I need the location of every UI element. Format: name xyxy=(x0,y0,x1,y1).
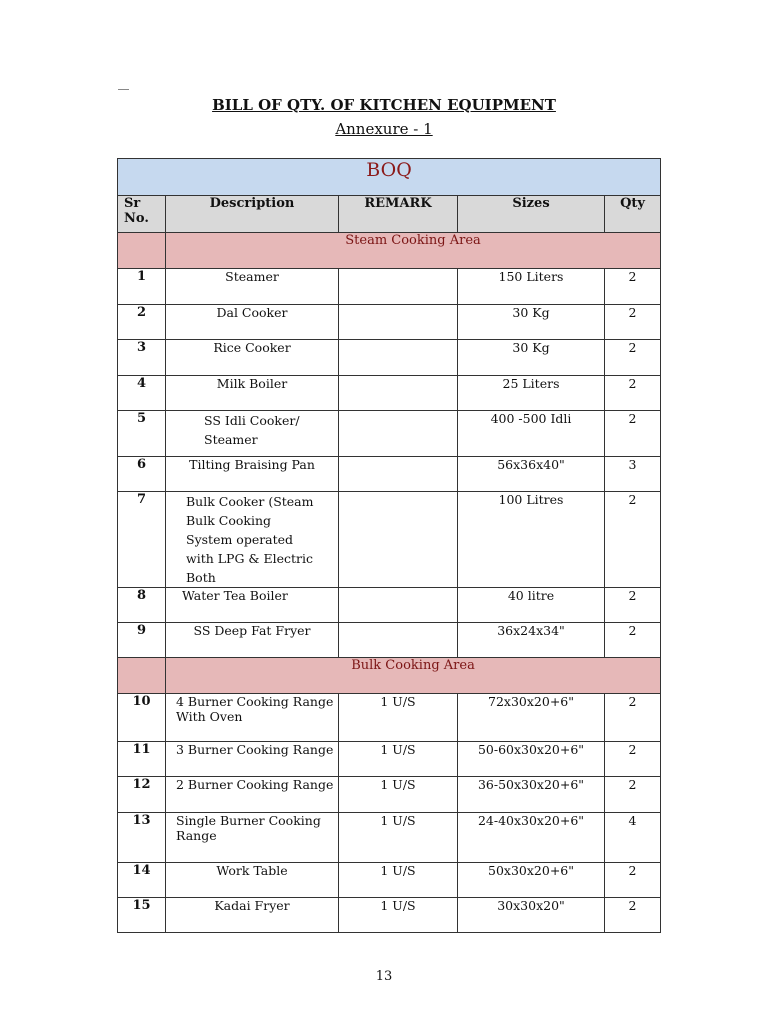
sr-cell: 12 xyxy=(118,777,166,813)
page-number: 13 xyxy=(375,969,393,984)
column-header-remark: REMARK xyxy=(339,196,458,233)
sr-cell: 14 xyxy=(118,863,166,898)
remark-cell xyxy=(339,492,458,588)
qty-cell: 2 xyxy=(605,588,661,623)
size-cell: 100 Litres xyxy=(458,492,605,588)
size-cell: 30 Kg xyxy=(458,340,605,376)
description-cell: SS Deep Fat Fryer xyxy=(166,623,339,658)
size-cell: 40 litre xyxy=(458,588,605,623)
size-cell: 25 Liters xyxy=(458,376,605,411)
size-cell: 30x30x20" xyxy=(458,898,605,933)
size-cell: 36-50x30x20+6" xyxy=(458,777,605,813)
table-row xyxy=(118,777,661,813)
table-row xyxy=(118,623,661,658)
remark-cell xyxy=(339,411,458,457)
sr-cell: 11 xyxy=(118,742,166,777)
size-cell: 36x24x34" xyxy=(458,623,605,658)
qty-cell: 4 xyxy=(605,813,661,863)
table-row xyxy=(118,457,661,492)
remark-cell: 1 U/S xyxy=(339,813,458,863)
qty-cell: 2 xyxy=(605,742,661,777)
section-row xyxy=(118,233,661,269)
remark-cell: 1 U/S xyxy=(339,694,458,742)
sr-cell: 8 xyxy=(118,588,166,623)
sr-cell: 10 xyxy=(118,694,166,742)
document-title: BILL OF QTY. OF KITCHEN EQUIPMENT xyxy=(212,96,556,114)
description-cell: Water Tea Boiler xyxy=(166,588,339,623)
size-cell: 50x30x20+6" xyxy=(458,863,605,898)
size-cell: 50-60x30x20+6" xyxy=(458,742,605,777)
remark-cell xyxy=(339,305,458,340)
sr-cell: 7 xyxy=(118,492,166,588)
qty-cell: 2 xyxy=(605,411,661,457)
remark-cell: 1 U/S xyxy=(339,742,458,777)
qty-cell: 2 xyxy=(605,492,661,588)
table-row xyxy=(118,411,661,457)
column-header-sr: Sr No. xyxy=(118,196,166,233)
qty-cell: 2 xyxy=(605,269,661,305)
size-cell: 56x36x40" xyxy=(458,457,605,492)
remark-cell xyxy=(339,588,458,623)
boq-table-body xyxy=(118,159,661,933)
sr-cell: 4 xyxy=(118,376,166,411)
description-cell: 3 Burner Cooking Range xyxy=(166,742,339,777)
header-mark xyxy=(118,89,129,90)
description-cell: Dal Cooker xyxy=(166,305,339,340)
section-blank-cell xyxy=(118,233,166,269)
sr-cell: 6 xyxy=(118,457,166,492)
size-cell: 30 Kg xyxy=(458,305,605,340)
description-text: SS Idli Cooker/ Steamer xyxy=(204,413,300,447)
sr-cell: 15 xyxy=(118,898,166,933)
description-cell: 2 Burner Cooking Range xyxy=(166,777,339,813)
boq-heading-row xyxy=(118,159,661,196)
remark-cell xyxy=(339,623,458,658)
column-header-sizes: Sizes xyxy=(458,196,605,233)
description-cell: Steamer xyxy=(166,269,339,305)
size-cell: 150 Liters xyxy=(458,269,605,305)
sr-cell: 9 xyxy=(118,623,166,658)
description-cell: Rice Cooker xyxy=(166,340,339,376)
column-header-description: Description xyxy=(166,196,339,233)
table-row xyxy=(118,305,661,340)
table-row xyxy=(118,863,661,898)
remark-cell xyxy=(339,457,458,492)
boq-table xyxy=(117,158,661,933)
description-cell: Kadai Fryer xyxy=(166,898,339,933)
column-header-qty: Qty xyxy=(605,196,661,233)
size-cell: 72x30x20+6" xyxy=(458,694,605,742)
remark-cell xyxy=(339,340,458,376)
remark-cell xyxy=(339,269,458,305)
remark-cell: 1 U/S xyxy=(339,898,458,933)
remark-cell: 1 U/S xyxy=(339,777,458,813)
column-header-row xyxy=(118,196,661,233)
section-label: Bulk Cooking Area xyxy=(166,658,661,694)
table-row xyxy=(118,898,661,933)
description-cell: Single Burner Cooking Range xyxy=(166,813,339,863)
description-cell: Work Table xyxy=(166,863,339,898)
document-subtitle: Annexure - 1 xyxy=(335,120,433,138)
description-cell xyxy=(166,411,339,457)
table-row xyxy=(118,742,661,777)
sr-cell: 1 xyxy=(118,269,166,305)
table-row xyxy=(118,588,661,623)
table-row xyxy=(118,813,661,863)
qty-cell: 2 xyxy=(605,376,661,411)
section-blank-cell xyxy=(118,658,166,694)
table-row xyxy=(118,340,661,376)
qty-cell: 2 xyxy=(605,898,661,933)
description-cell: Tilting Braising Pan xyxy=(166,457,339,492)
section-label: Steam Cooking Area xyxy=(166,233,661,269)
qty-cell: 3 xyxy=(605,457,661,492)
qty-cell: 2 xyxy=(605,623,661,658)
remark-cell: 1 U/S xyxy=(339,863,458,898)
size-cell: 400 -500 Idli xyxy=(458,411,605,457)
sr-cell: 5 xyxy=(118,411,166,457)
qty-cell: 2 xyxy=(605,863,661,898)
description-cell: Milk Boiler xyxy=(166,376,339,411)
boq-heading: BOQ xyxy=(118,159,661,196)
description-text: Bulk Cooker (Steam Bulk Cooking System operated with LPG & Electric Both xyxy=(186,494,314,585)
sr-cell: 3 xyxy=(118,340,166,376)
table-row xyxy=(118,492,661,588)
qty-cell: 2 xyxy=(605,305,661,340)
size-cell: 24-40x30x20+6" xyxy=(458,813,605,863)
qty-cell: 2 xyxy=(605,340,661,376)
table-row xyxy=(118,269,661,305)
section-row xyxy=(118,658,661,694)
sr-cell: 2 xyxy=(118,305,166,340)
description-cell: 4 Burner Cooking Range With Oven xyxy=(166,694,339,742)
remark-cell xyxy=(339,376,458,411)
qty-cell: 2 xyxy=(605,777,661,813)
table-row xyxy=(118,376,661,411)
sr-cell: 13 xyxy=(118,813,166,863)
description-cell xyxy=(166,492,339,588)
qty-cell: 2 xyxy=(605,694,661,742)
table-row xyxy=(118,694,661,742)
